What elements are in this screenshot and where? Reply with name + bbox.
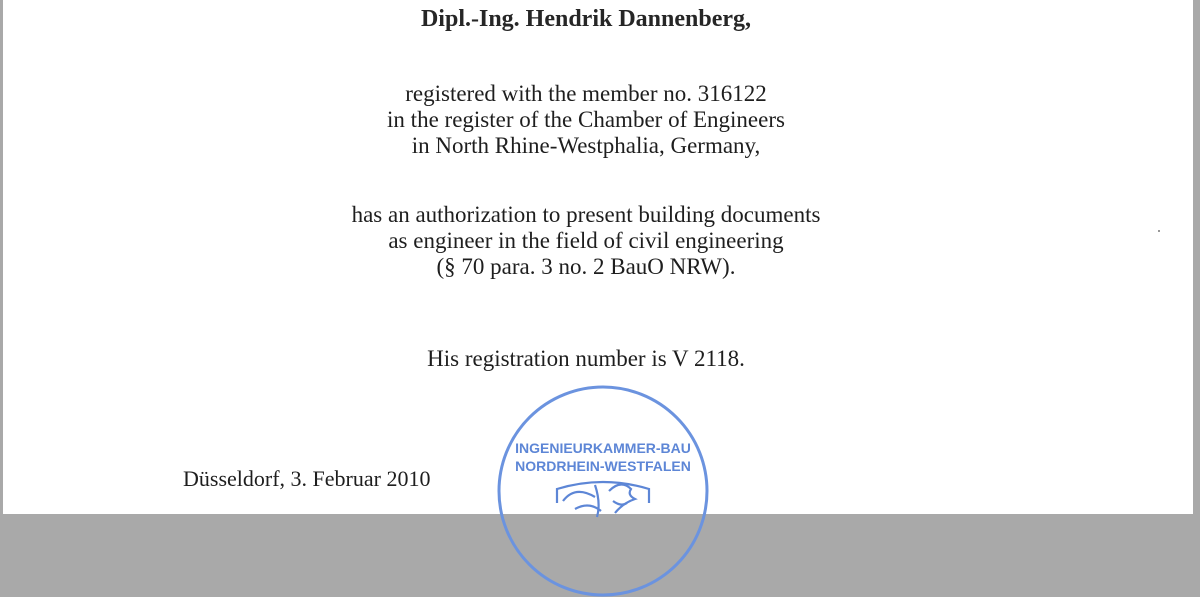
authorization-line-1: has an authorization to present building documents — [351, 202, 821, 227]
place-and-date: Düsseldorf, 3. Februar 2010 — [183, 466, 431, 491]
coat-of-arms-icon — [557, 482, 649, 517]
registration-line-2: in the register of the Chamber of Engineers — [387, 107, 785, 132]
chamber-seal-stamp — [497, 385, 709, 597]
certificate-page — [3, 0, 1193, 514]
scan-speck — [1158, 230, 1160, 232]
seal-text-line-2: NORDRHEIN-WESTFALEN — [515, 458, 691, 474]
seal-outer-ring — [499, 387, 707, 595]
registration-line-1: registered with the member no. 316122 — [405, 81, 767, 106]
authorization-line-3: (§ 70 para. 3 no. 2 BauO NRW). — [436, 254, 736, 279]
registration-line-3: in North Rhine-Westphalia, Germany, — [411, 133, 761, 158]
engineer-name: Dipl.-Ing. Hendrik Dannenberg, — [420, 6, 752, 32]
registration-number: His registration number is V 2118. — [427, 346, 745, 371]
authorization-line-2: as engineer in the field of civil engineering — [388, 228, 784, 253]
seal-text-line-1: INGENIEURKAMMER-BAU — [515, 440, 691, 456]
